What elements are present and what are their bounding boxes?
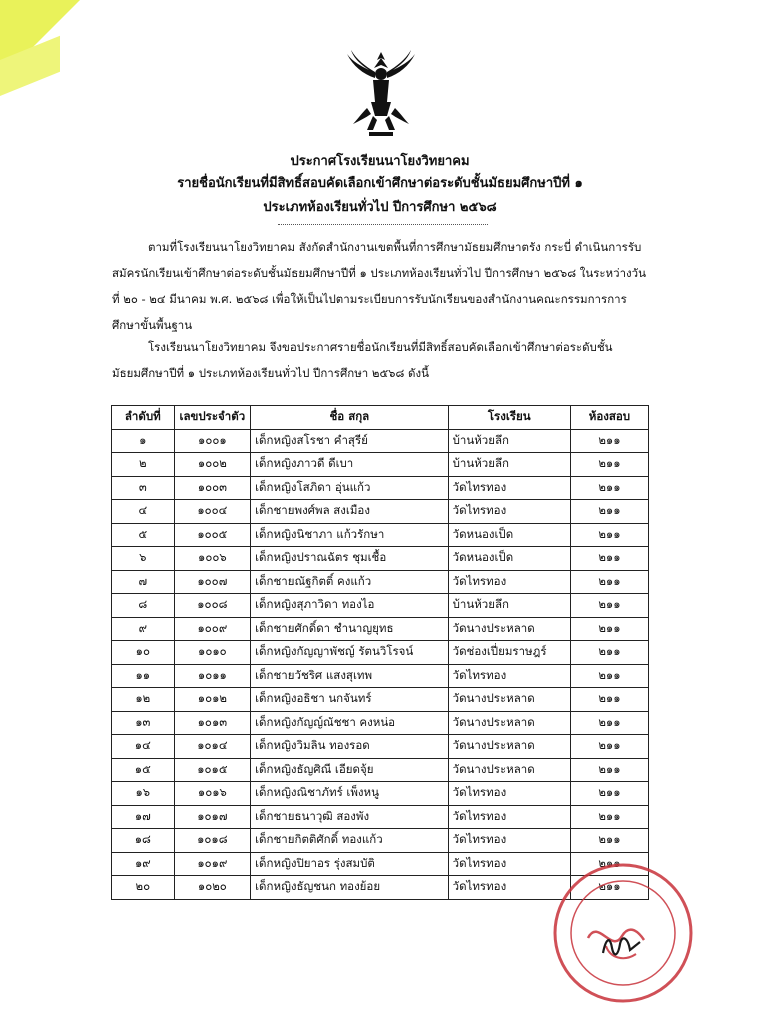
- row-student-id: ๑๐๐๓: [174, 476, 251, 500]
- row-exam-room: ๒๑๑: [570, 500, 648, 524]
- table-row: [112, 641, 649, 665]
- row-exam-room: ๒๑๑: [570, 523, 648, 547]
- row-order: ๑๙: [112, 852, 175, 876]
- divider: [278, 224, 488, 225]
- header-school: โรงเรียน: [448, 406, 570, 430]
- row-name: เด็กหญิงอธิชา นกจันทร์: [251, 688, 448, 712]
- row-school: วัดหนองเป็ด: [448, 547, 570, 571]
- row-exam-room: ๒๑๑: [570, 876, 648, 900]
- row-name: เด็กชายวัชริศ แสงสุเทพ: [251, 664, 448, 688]
- row-order: ๑๘: [112, 829, 175, 853]
- header-order: ลำดับที่: [112, 406, 175, 430]
- school-seal-stamp: [548, 858, 698, 1008]
- row-order: ๑๒: [112, 688, 175, 712]
- row-order: ๓: [112, 476, 175, 500]
- row-exam-room: ๒๑๑: [570, 476, 648, 500]
- row-exam-room: ๒๑๑: [570, 570, 648, 594]
- table-row: [112, 617, 649, 641]
- row-exam-room: ๒๑๑: [570, 805, 648, 829]
- row-name: เด็กชายพงศ์พล สงเมือง: [251, 500, 448, 524]
- table-header-row: [112, 406, 649, 430]
- row-school: วัดไทรทอง: [448, 829, 570, 853]
- table-row: [112, 711, 649, 735]
- row-order: ๒๐: [112, 876, 175, 900]
- body-paragraph-2: โรงเรียนนาโยงวิทยาคม จึงขอประกาศรายชื่อนักเรียนที่มีสิทธิ์สอบคัดเลือกเข้าศึกษาต่อระดับชั้นมัธยมศึกษาปีที่ ๑ ประเภทห้องเรียนทั่วไป ปีการศึกษา ๒๕๖๘ ดังนี้: [112, 340, 613, 380]
- row-exam-room: ๒๑๑: [570, 594, 648, 618]
- row-order: ๘: [112, 594, 175, 618]
- row-order: ๗: [112, 570, 175, 594]
- row-name: เด็กหญิงปิยาอร รุ่งสมบัติ: [251, 852, 448, 876]
- body-paragraph-1: ตามที่โรงเรียนนาโยงวิทยาคม สังกัดสำนักงานเขตพื้นที่การศึกษามัธยมศึกษาตรัง กระบี่ ดำเนินการรับสมัครนักเรียนเข้าศึกษาต่อระดับชั้นมัธยมศึกษาปีที่ ๑ ประเภทห้องเรียนทั่วไป ปีการศึกษา ๒๕๖๘ ในระหว่างวันที่ ๒๐ - ๒๔ มีนาคม พ.ศ. ๒๕๖๘ เพื่อให้เป็นไปตามระเบียบการรับนักเรียนของสำนักงานคณะกรรมการการศึกษาขั้นพื้นฐาน: [112, 240, 646, 332]
- header-student-id: เลขประจำตัว: [174, 406, 251, 430]
- table-row: [112, 429, 649, 453]
- row-order: ๑๑: [112, 664, 175, 688]
- row-school: วัดไทรทอง: [448, 570, 570, 594]
- table-row: [112, 758, 649, 782]
- row-student-id: ๑๐๐๔: [174, 500, 251, 524]
- announcement-subtitle: รายชื่อนักเรียนที่มีสิทธิ์สอบคัดเลือกเข้าศึกษาต่อระดับชั้นมัธยมศึกษาปีที่ ๑: [177, 176, 583, 191]
- row-school: วัดไทรทอง: [448, 664, 570, 688]
- row-student-id: ๑๐๒๐: [174, 876, 251, 900]
- table-row: [112, 782, 649, 806]
- row-school: บ้านห้วยลึก: [448, 429, 570, 453]
- row-name: เด็กหญิงธัญศิณี เอียดจุ้ย: [251, 758, 448, 782]
- row-order: ๑๖: [112, 782, 175, 806]
- row-exam-room: ๒๑๑: [570, 641, 648, 665]
- row-student-id: ๑๐๐๒: [174, 453, 251, 477]
- row-school: วัดนางประหลาด: [448, 688, 570, 712]
- row-school: วัดนางประหลาด: [448, 758, 570, 782]
- row-exam-room: ๒๑๑: [570, 782, 648, 806]
- row-order: ๖: [112, 547, 175, 571]
- table-row: [112, 688, 649, 712]
- row-order: ๑: [112, 429, 175, 453]
- row-exam-room: ๒๑๑: [570, 758, 648, 782]
- row-order: ๑๔: [112, 735, 175, 759]
- row-student-id: ๑๐๑๕: [174, 758, 251, 782]
- table-row: [112, 500, 649, 524]
- row-name: เด็กหญิงสุภาวิดา ทองไอ: [251, 594, 448, 618]
- row-student-id: ๑๐๑๙: [174, 852, 251, 876]
- row-order: ๑๐: [112, 641, 175, 665]
- row-student-id: ๑๐๐๑: [174, 429, 251, 453]
- row-order: ๑๗: [112, 805, 175, 829]
- table-row: [112, 547, 649, 571]
- row-exam-room: ๒๑๑: [570, 547, 648, 571]
- row-student-id: ๑๐๑๓: [174, 711, 251, 735]
- table-row: [112, 594, 649, 618]
- row-student-id: ๑๐๐๕: [174, 523, 251, 547]
- table-row: [112, 523, 649, 547]
- row-exam-room: ๒๑๑: [570, 829, 648, 853]
- row-school: บ้านห้วยลึก: [448, 594, 570, 618]
- announcement-title: ประกาศโรงเรียนนาโยงวิทยาคม: [290, 154, 470, 169]
- row-school: วัดนางประหลาด: [448, 735, 570, 759]
- row-school: วัดไทรทอง: [448, 476, 570, 500]
- row-school: บ้านห้วยลึก: [448, 453, 570, 477]
- row-exam-room: ๒๑๑: [570, 453, 648, 477]
- row-school: วัดช่องเปี่ยมราษฎร์: [448, 641, 570, 665]
- row-name: เด็กชายกิตติศักดิ์ ทองแก้ว: [251, 829, 448, 853]
- announcement-subtitle-2: ประเภทห้องเรียนทั่วไป ปีการศึกษา ๒๕๖๘: [263, 200, 497, 215]
- row-exam-room: ๒๑๑: [570, 617, 648, 641]
- row-name: เด็กหญิงปราณฉัตร ชุมเชื้อ: [251, 547, 448, 571]
- row-student-id: ๑๐๑๗: [174, 805, 251, 829]
- table-row: [112, 735, 649, 759]
- row-name: เด็กหญิงสโรชา คำสุรีย์: [251, 429, 448, 453]
- row-school: วัดไทรทอง: [448, 852, 570, 876]
- row-school: วัดนางประหลาด: [448, 711, 570, 735]
- row-order: ๒: [112, 453, 175, 477]
- table-row: [112, 664, 649, 688]
- table-row: [112, 476, 649, 500]
- row-school: วัดนางประหลาด: [448, 617, 570, 641]
- row-school: วัดหนองเป็ด: [448, 523, 570, 547]
- header-exam-room: ห้องสอบ: [570, 406, 648, 430]
- row-school: วัดไทรทอง: [448, 876, 570, 900]
- garuda-emblem-icon: [343, 48, 419, 144]
- table-row: [112, 570, 649, 594]
- row-student-id: ๑๐๑๖: [174, 782, 251, 806]
- row-exam-room: ๒๑๑: [570, 429, 648, 453]
- row-order: ๑๕: [112, 758, 175, 782]
- row-exam-room: ๒๑๑: [570, 852, 648, 876]
- row-name: เด็กหญิงธัญชนก ทองย้อย: [251, 876, 448, 900]
- table-row: [112, 453, 649, 477]
- row-student-id: ๑๐๑๐: [174, 641, 251, 665]
- row-name: เด็กชายศักดิ์ดา ชำนาญยุทธ: [251, 617, 448, 641]
- row-order: ๙: [112, 617, 175, 641]
- row-school: วัดไทรทอง: [448, 500, 570, 524]
- row-order: ๑๓: [112, 711, 175, 735]
- row-student-id: ๑๐๑๒: [174, 688, 251, 712]
- row-exam-room: ๒๑๑: [570, 688, 648, 712]
- row-name: เด็กหญิงวิมลิน ทองรอด: [251, 735, 448, 759]
- row-student-id: ๑๐๑๑: [174, 664, 251, 688]
- student-list-table: [111, 405, 649, 900]
- row-order: ๕: [112, 523, 175, 547]
- row-student-id: ๑๐๐๗: [174, 570, 251, 594]
- row-name: เด็กหญิงภาวดี ดีเบา: [251, 453, 448, 477]
- row-school: วัดไทรทอง: [448, 805, 570, 829]
- row-student-id: ๑๐๐๘: [174, 594, 251, 618]
- row-name: เด็กชายธนาวุฒิ สองพัง: [251, 805, 448, 829]
- row-school: วัดไทรทอง: [448, 782, 570, 806]
- row-name: เด็กชายณัฐกิตติ์ คงแก้ว: [251, 570, 448, 594]
- row-student-id: ๑๐๐๖: [174, 547, 251, 571]
- row-student-id: ๑๐๑๔: [174, 735, 251, 759]
- row-exam-room: ๒๑๑: [570, 735, 648, 759]
- row-exam-room: ๒๑๑: [570, 711, 648, 735]
- row-name: เด็กหญิงณิชาภัทร์ เพ็งหนู: [251, 782, 448, 806]
- row-name: เด็กหญิงกัญญาพัชญ์ รัตนวิโรจน์: [251, 641, 448, 665]
- row-name: เด็กหญิงโสภิดา อุ่นแก้ว: [251, 476, 448, 500]
- table-row: [112, 805, 649, 829]
- row-student-id: ๑๐๑๘: [174, 829, 251, 853]
- row-name: เด็กหญิงกัญญ์ณัชชา คงหน่อ: [251, 711, 448, 735]
- row-exam-room: ๒๑๑: [570, 664, 648, 688]
- row-name: เด็กหญิงนิชาภา แก้วรักษา: [251, 523, 448, 547]
- table-row: [112, 829, 649, 853]
- row-order: ๔: [112, 500, 175, 524]
- row-student-id: ๑๐๐๙: [174, 617, 251, 641]
- header-name: ชื่อ สกุล: [251, 406, 448, 430]
